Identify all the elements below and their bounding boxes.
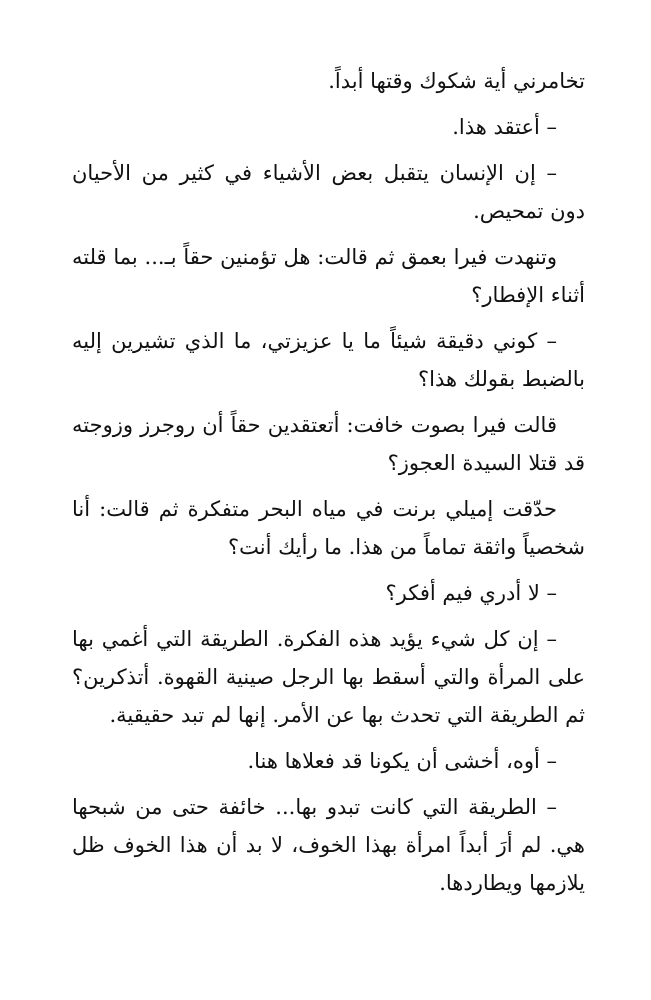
paragraph: حدّقت إميلي برنت في مياه البحر متفكرة ثم قالت: أنا شخصياً واثقة تماماً من هذا. ما رأيك أنت؟ (72, 497, 585, 559)
paragraph: قالت فيرا بصوت خافت: أتعتقدين حقاً أن روجرز وزوجته قد قتلا السيدة العجوز؟ (72, 413, 585, 475)
paragraph: تخامرني أية شكوك وقتها أبداً. (328, 69, 585, 93)
paragraph: – لا أدري فيم أفكر؟ (385, 581, 557, 605)
paragraph: – إن الإنسان يتقبل بعض الأشياء في كثير من الأحيان دون تمحيص. (72, 161, 585, 223)
paragraph: – أوه، أخشى أن يكونا قد فعلاها هنا. (247, 749, 557, 773)
paragraph: وتنهدت فيرا بعمق ثم قالت: هل تؤمنين حقاً بـ... بما قلته أثناء الإفطار؟ (72, 245, 585, 307)
paragraph: – إن كل شيء يؤيد هذه الفكرة. الطريقة التي أغمي بها على المرأة والتي أسقط بها الرجل صينية القهوة. أتذكرين؟ ثم الطريقة التي تحدث بها عن الأمر. إنها لم تبد حقيقية. (72, 627, 585, 727)
paragraph: – أعتقد هذا. (452, 115, 557, 139)
paragraph: – الطريقة التي كانت تبدو بها... خائفة حتى من شبحها هي. لم أرَ أبداً امرأة بهذا الخوف، لا بد أن هذا الخوف ظل يلازمها ويطاردها. (72, 795, 585, 895)
paragraph: – كوني دقيقة شيئاً ما يا عزيزتي، ما الذي تشيرين إليه بالضبط بقولك هذا؟ (72, 329, 585, 391)
page-text (72, 62, 585, 902)
